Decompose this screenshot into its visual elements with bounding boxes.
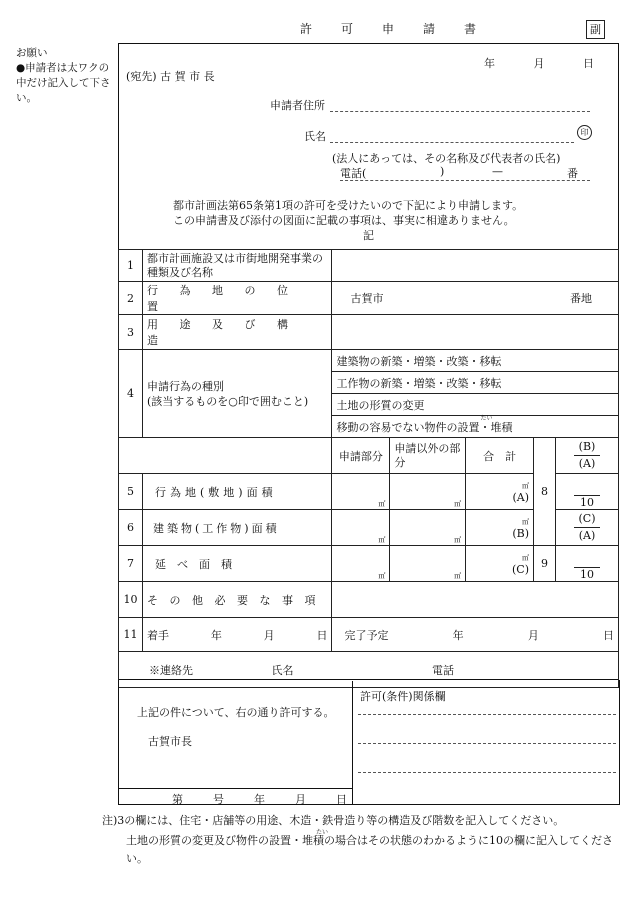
date-month: 月 xyxy=(533,57,545,70)
unit: ㎡ xyxy=(454,536,462,544)
type-option-1[interactable]: 建築物の新築・増築・改築・移転 xyxy=(332,350,619,372)
mark-a: (A) xyxy=(574,527,600,544)
row-label: 行為地(敷地)面積 xyxy=(142,474,331,510)
phone-field[interactable] xyxy=(340,179,590,181)
row-number: 4 xyxy=(119,350,143,438)
denominator: 10 xyxy=(574,495,600,509)
row-label: 行 為 地 の 位 置 xyxy=(142,282,331,315)
ratio-9-denominator xyxy=(555,546,618,582)
mark-c: (C) xyxy=(578,512,596,525)
note-heading: お願い xyxy=(16,47,48,59)
unit: ㎡ xyxy=(522,517,530,526)
permit-text: 上記の件について、右の通り許可する。 xyxy=(137,706,335,719)
mark-c: (C) xyxy=(512,562,530,576)
denominator: 10 xyxy=(574,567,600,581)
permit-column-label: 許可(条件)関係欄 xyxy=(360,690,446,703)
start-month: 月 xyxy=(263,628,275,642)
end-year: 年 xyxy=(452,628,464,642)
applicant-address-label: 申請者住所 xyxy=(270,99,325,112)
row-number: 5 xyxy=(119,474,143,510)
hdr-total: 合 計 xyxy=(466,438,534,474)
row-label: 用 途 及 び 構 造 xyxy=(142,315,331,350)
date-day: 日 xyxy=(583,57,594,70)
mark-b: (B) xyxy=(578,440,596,453)
number-go: 号 xyxy=(213,793,224,806)
row-label: 建築物(工作物)面積 xyxy=(142,510,331,546)
type-option-3[interactable]: 土地の形質の変更 xyxy=(332,394,619,416)
usage-input[interactable] xyxy=(332,315,619,350)
end-label: 完了予定 xyxy=(344,628,389,642)
start-year: 年 xyxy=(210,628,222,642)
contact-name: 氏名 xyxy=(271,663,294,677)
row-label: 都市計画施設又は市街地開発事業の種類及び名称 xyxy=(142,250,331,282)
site-other[interactable] xyxy=(390,474,466,510)
building-other[interactable] xyxy=(390,510,466,546)
hdr-other: 申請以外の部 分 xyxy=(390,438,466,474)
name-field[interactable] xyxy=(330,131,574,143)
floor-total[interactable] xyxy=(466,546,534,582)
row-4 xyxy=(119,350,619,372)
row-label: 申請行為の種別 (該当するものを○印で囲むこと) xyxy=(142,350,331,438)
start-date-cell[interactable] xyxy=(142,618,331,652)
area-header-row xyxy=(119,438,619,474)
row-number: 11 xyxy=(119,618,143,652)
row-11 xyxy=(119,618,619,652)
note-text: ●申請者は太ワクの中だけ記入して下さい。 xyxy=(16,62,111,104)
number-day: 日 xyxy=(336,793,347,806)
unit: ㎡ xyxy=(378,572,386,580)
number-year: 年 xyxy=(254,793,265,806)
unit: ㎡ xyxy=(378,500,386,508)
row-number: 10 xyxy=(119,582,143,618)
location-input[interactable] xyxy=(332,282,619,315)
end-date-cell[interactable] xyxy=(332,618,619,652)
copy-mark: 副 xyxy=(586,20,605,39)
number-month: 月 xyxy=(295,793,306,806)
form-title: 許可申請書 xyxy=(300,22,506,36)
floor-other[interactable] xyxy=(390,546,466,582)
statement-1: 都市計画法第65条第1項の許可を受けたいので下記により申請します。 xyxy=(173,199,524,212)
row-number: 3 xyxy=(119,315,143,350)
row-1 xyxy=(119,250,619,282)
footnote-2: 土地の形質の変更及び物件の設置・堆積の場合はその状態のわかるように10の欄に記入してください。 xyxy=(126,834,613,865)
name-label: 氏名 xyxy=(304,130,326,143)
statement-2: この申請書及び添付の図面に記載の事項は、事実に相違ありません。 xyxy=(173,214,515,227)
hdr-applied: 申請部分 xyxy=(332,438,390,474)
city-label: 古賀市 xyxy=(350,292,384,305)
blank-cell xyxy=(119,438,332,474)
facility-input[interactable] xyxy=(332,250,619,282)
mark-b: (B) xyxy=(512,526,530,540)
permit-line-3[interactable] xyxy=(358,771,616,773)
permit-number-row xyxy=(172,791,347,807)
row-10 xyxy=(119,582,619,618)
site-applied[interactable] xyxy=(332,474,390,510)
end-day: 日 xyxy=(602,628,614,642)
banchi-label: 番地 xyxy=(570,292,592,305)
ratio-8-denominator xyxy=(555,474,618,510)
phone-label: 電話( xyxy=(340,167,367,180)
row-number: 1 xyxy=(119,250,143,282)
col-9: 9 xyxy=(534,546,556,582)
unit: ㎡ xyxy=(454,572,462,580)
other-matters-input[interactable] xyxy=(332,582,619,618)
ratio-b-a xyxy=(555,438,618,474)
type-option-2[interactable]: 工作物の新築・増築・改築・移転 xyxy=(332,372,619,394)
mark-a: (A) xyxy=(574,455,600,472)
addressee: (宛先) 古 賀 市 長 xyxy=(126,70,215,83)
floor-applied[interactable] xyxy=(332,546,390,582)
ratio-c-a xyxy=(555,510,618,546)
furigana: たい xyxy=(480,415,493,422)
row-label: 延 べ 面 積 xyxy=(142,546,331,582)
footnote-1: 注)3の欄には、住宅・店舗等の用途、木造・鉄骨造り等の構造及び階数を記入してください。 xyxy=(102,814,565,827)
date-header xyxy=(484,55,594,71)
contact-label: ※連絡先 xyxy=(149,663,193,677)
start-label: 着手 xyxy=(146,628,169,642)
corp-note: (法人にあっては、その名称及び代表者の氏名) xyxy=(332,152,561,165)
mark-a: (A) xyxy=(512,490,530,504)
number-dai: 第 xyxy=(172,793,183,806)
unit: ㎡ xyxy=(522,481,530,490)
unit: ㎡ xyxy=(522,553,530,562)
row-3 xyxy=(119,315,619,350)
phone-dash: — xyxy=(492,165,503,178)
building-total[interactable] xyxy=(466,510,534,546)
date-year: 年 xyxy=(484,57,495,70)
mayor-label: 古賀市長 xyxy=(148,735,192,748)
application-table xyxy=(118,249,619,688)
site-total[interactable] xyxy=(466,474,534,510)
seal-mark: 印 xyxy=(577,125,592,140)
building-applied[interactable] xyxy=(332,510,390,546)
col-8: 8 xyxy=(534,438,556,546)
row-label: そ の 他 必 要 な 事 項 xyxy=(142,582,331,618)
phone-suffix: 番 xyxy=(567,167,578,180)
start-day: 日 xyxy=(316,628,328,642)
end-month: 月 xyxy=(527,628,539,642)
row-2 xyxy=(119,282,619,315)
address-field[interactable] xyxy=(330,100,590,112)
number-row-line xyxy=(119,788,352,789)
unit: ㎡ xyxy=(454,500,462,508)
ki-mark: 記 xyxy=(363,229,374,242)
row-number: 2 xyxy=(119,282,143,315)
permit-divider xyxy=(352,681,353,804)
row-number: 6 xyxy=(119,510,143,546)
permit-line-2[interactable] xyxy=(358,742,616,744)
request-note xyxy=(16,46,116,106)
type-option-4[interactable] xyxy=(332,416,619,438)
footnote-furigana: たい xyxy=(316,829,329,836)
row-number: 7 xyxy=(119,546,143,582)
permit-line-1[interactable] xyxy=(358,713,616,715)
contact-phone: 電話 xyxy=(432,663,454,677)
row-7 xyxy=(119,546,619,582)
unit: ㎡ xyxy=(378,536,386,544)
phone-close: ) xyxy=(440,165,445,178)
type-option-4-text: 移動の容易でない物件の設置・堆積 xyxy=(336,420,513,434)
